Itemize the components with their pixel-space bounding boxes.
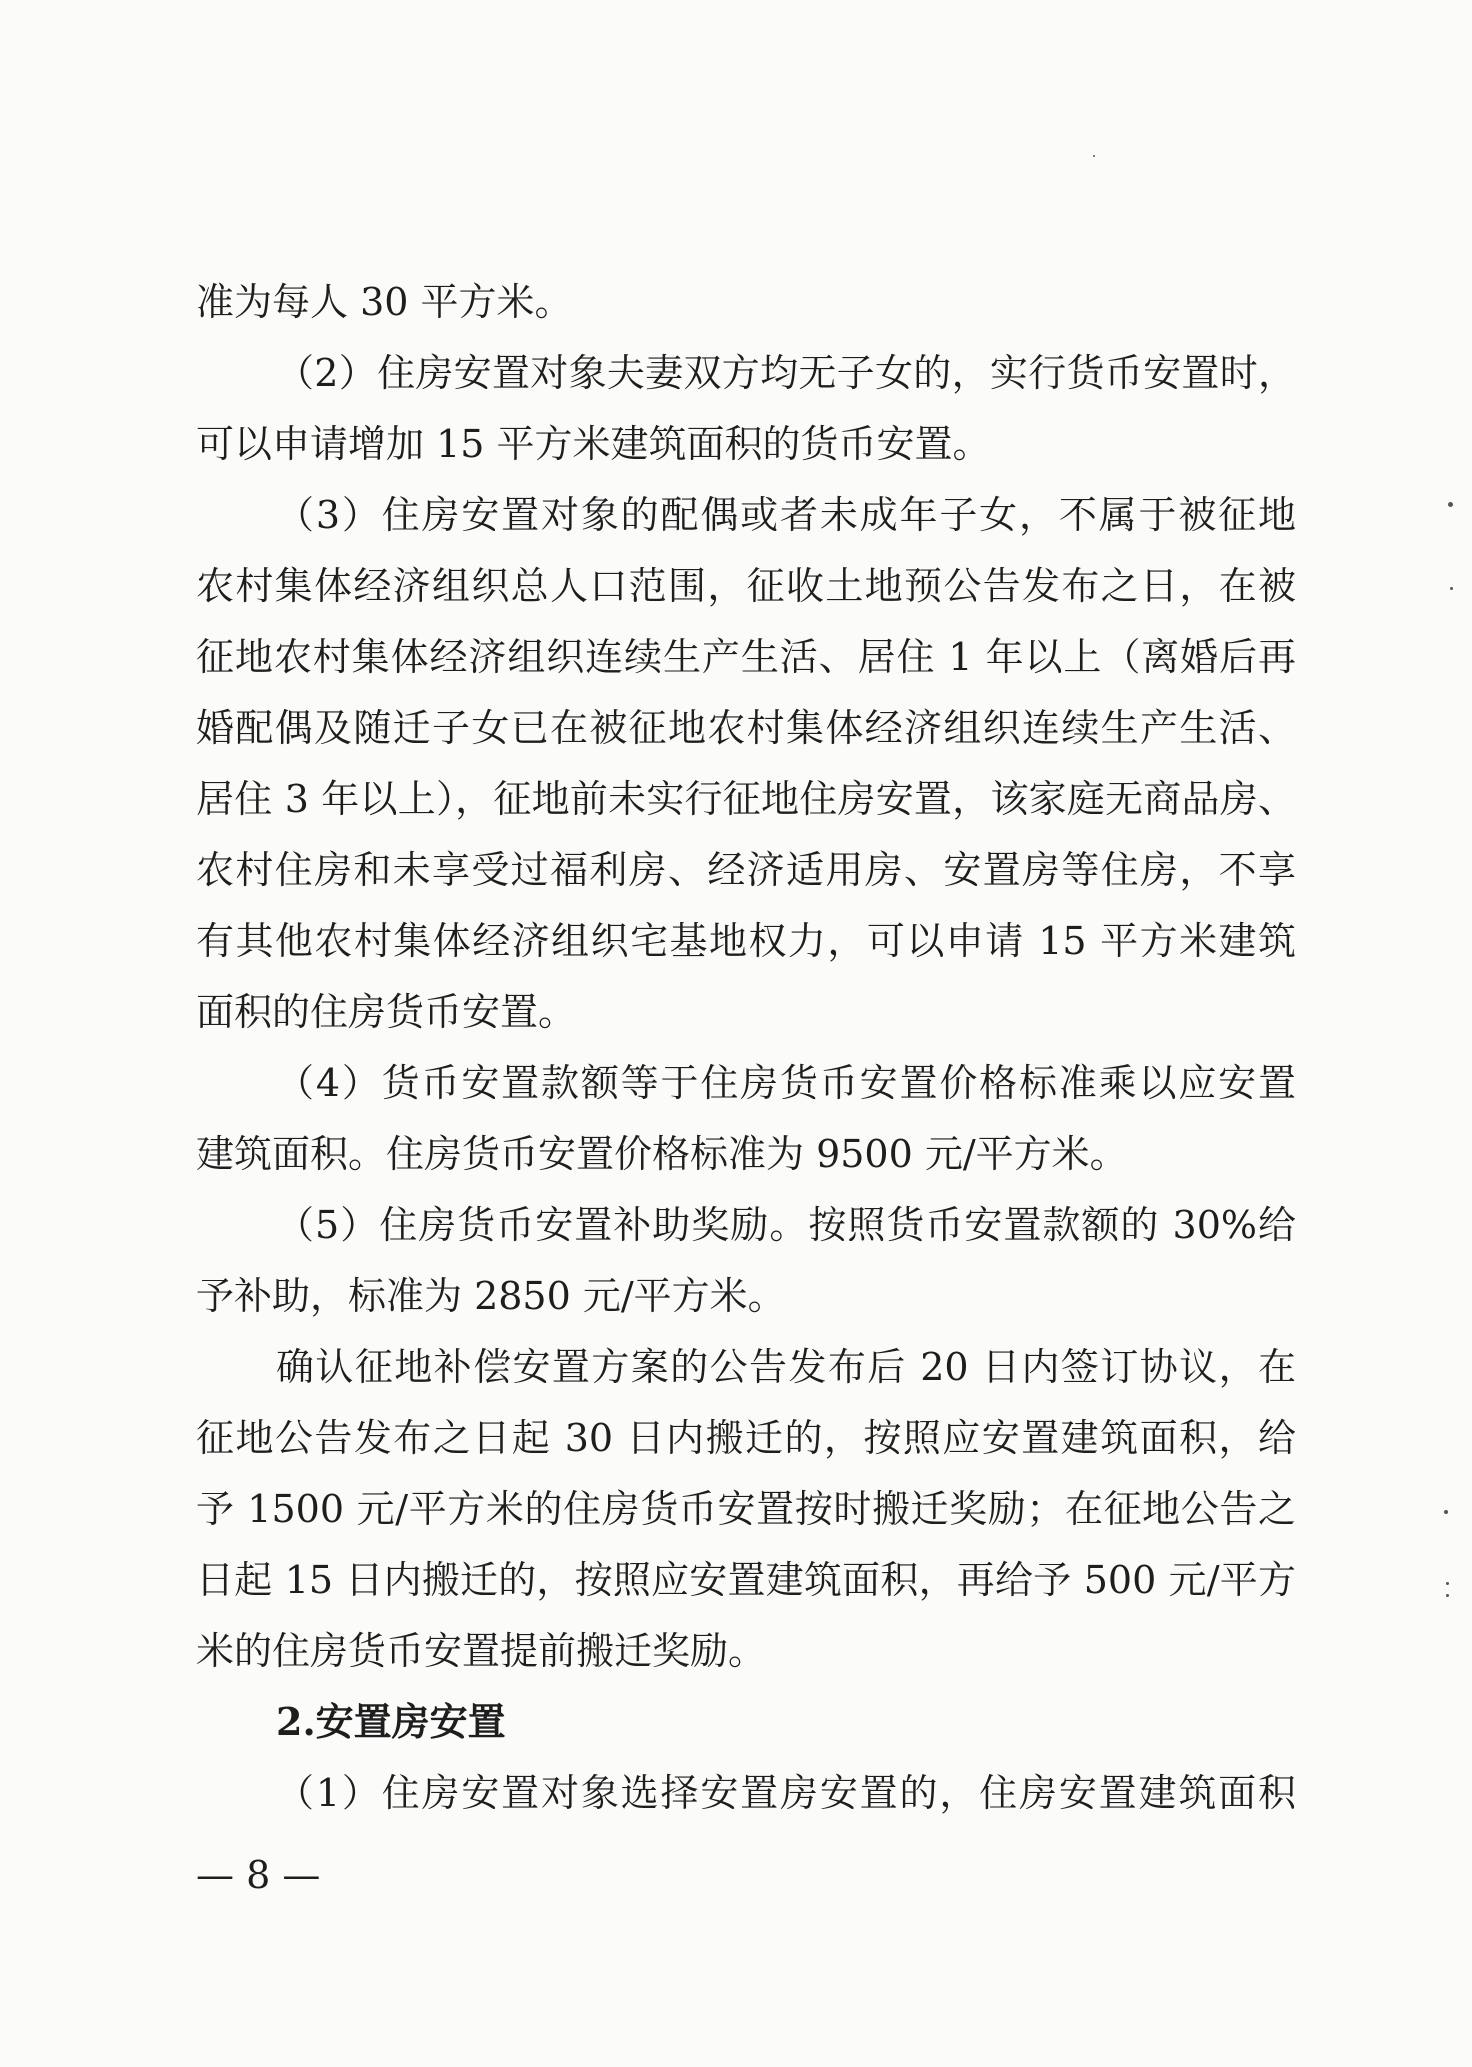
text-line: （1）住房安置对象选择安置房安置的，住房安置建筑面积 [276, 1771, 1296, 1815]
text-line: 婚配偶及随迁子女已在被征地农村集体经济组织连续生产生活、 [196, 706, 1296, 750]
text-line: 确认征地补偿安置方案的公告发布后 20 日内签订协议，在 [276, 1345, 1296, 1389]
scan-speck [1448, 502, 1453, 507]
text-line: （3）住房安置对象的配偶或者未成年子女，不属于被征地 [276, 493, 1296, 537]
scan-speck [1446, 1582, 1449, 1585]
text-line: 建筑面积。住房货币安置价格标准为 9500 元/平方米。 [196, 1132, 1128, 1176]
text-line: 准为每人 30 平方米。 [196, 280, 573, 324]
scan-speck [1093, 155, 1095, 157]
text-line: 予 1500 元/平方米的住房货币安置按时搬迁奖励；在征地公告之 [196, 1487, 1296, 1531]
text-line: 米的住房货币安置提前搬迁奖励。 [196, 1629, 767, 1673]
text-line: （2）住房安置对象夫妻双方均无子女的，实行货币安置时， [276, 351, 1296, 395]
text-line: （5）住房货币安置补助奖励。按照货币安置款额的 30%给 [276, 1203, 1296, 1247]
text-line: 有其他农村集体经济组织宅基地权力，可以申请 15 平方米建筑 [196, 919, 1296, 963]
page-number: — 8 — [196, 1853, 321, 1897]
text-line: 面积的住房货币安置。 [196, 990, 577, 1034]
text-line: 可以申请增加 15 平方米建筑面积的货币安置。 [196, 422, 991, 466]
scan-speck [1446, 1594, 1449, 1597]
text-line: 农村集体经济组织总人口范围，征收土地预公告发布之日，在被 [196, 564, 1296, 608]
scan-speck [1450, 587, 1453, 590]
text-line: （4）货币安置款额等于住房货币安置价格标准乘以应安置 [276, 1061, 1296, 1105]
text-line: 日起 15 日内搬迁的，按照应安置建筑面积，再给予 500 元/平方 [196, 1558, 1296, 1602]
scan-speck [1444, 1510, 1448, 1514]
text-line: 征地公告发布之日起 30 日内搬迁的，按照应安置建筑面积，给 [196, 1416, 1296, 1460]
text-line: 予补助，标准为 2850 元/平方米。 [196, 1274, 786, 1318]
text-line: 农村住房和未享受过福利房、经济适用房、安置房等住房，不享 [196, 848, 1296, 892]
section-heading: 2.安置房安置 [276, 1699, 506, 1744]
text-line: 征地农村集体经济组织连续生产生活、居住 1 年以上（离婚后再 [196, 635, 1296, 679]
text-line: 居住 3 年以上），征地前未实行征地住房安置，该家庭无商品房、 [196, 777, 1296, 821]
